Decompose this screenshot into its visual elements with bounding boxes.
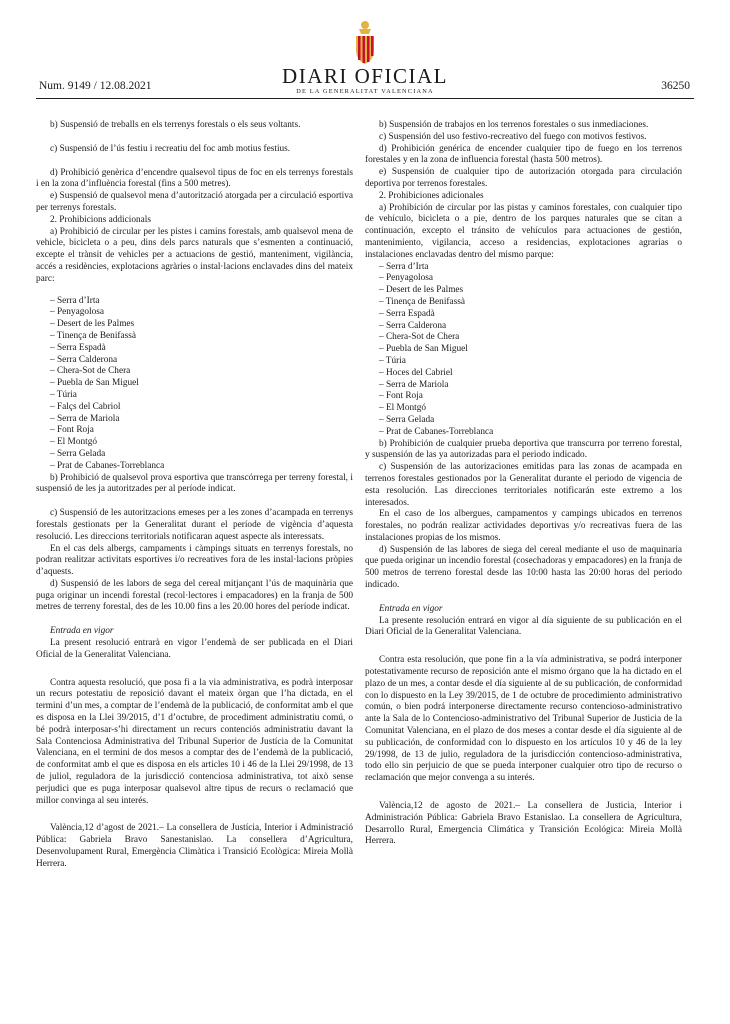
list-item: – Chera-Sot de Chera xyxy=(50,366,131,377)
paragraph: b) Prohibición de cualquier prueba deportiva que transcurra por terreno forestal, y suspensión de las ya autorizadas para el periodo indicado. xyxy=(365,438,682,461)
paragraph: a) Prohibició de circular per les pistes i camins forestals, amb qualsevol mena de vehicle, bicicleta o a peu, dins dels parcs naturals que s’esmenten a continuació, excepte el trànsit de vehicles per a actuacions de gestió, manteniment, vigilància, accés a residències, explotacions agràries o instal·lacions enclavades dins del mateix parc: xyxy=(36,226,353,284)
paragraph: En el cas dels albergs, campaments i càmpings situats en terrenys forestals, no podran realitzar activitats esportives i/o recreatives fora de les instal·lacions pròpies d’aquests. xyxy=(36,543,353,578)
section-heading: 2. Prohibicions addicionals xyxy=(50,214,151,225)
list-item: – Serra Espadà xyxy=(50,342,106,353)
list-item: – Desert de les Palmes xyxy=(50,319,135,330)
list-item: – Serra Gelada xyxy=(379,414,435,425)
paragraph: La present resolució entrarà en vigor l’endemà de ser publicada en el Diari Oficial de la Generalitat Valenciana. xyxy=(36,638,353,660)
list-item: – Desert de les Palmes xyxy=(379,285,464,296)
list-item: – Falçs del Cabriol xyxy=(50,401,121,412)
list-item: – Serra de Mariola xyxy=(50,413,120,424)
list-item: – Serra de Mariola xyxy=(379,379,449,390)
paragraph: c) Suspensió de les autoritzacions emeses per a les zones d’acampada en terrenys forestals gestionats per la Generalitat durant el període de vigència d’aquesta resolució. Les direccions territorials notificaran aquest aspecte als interessats. xyxy=(36,508,353,542)
list-item: – Serra Calderona xyxy=(379,320,447,331)
masthead xyxy=(282,65,448,96)
paragraph: e) Suspensión de cualquier tipo de autorización otorgada para circulación deportiva por terrenos forestales. xyxy=(365,167,682,189)
list-item: – Serra d’Irta xyxy=(50,295,100,306)
list-item: – Túria xyxy=(379,355,406,366)
paragraph: Contra aquesta resolució, que posa fi a la via administrativa, es podrà interposar un recurs potestatiu de reposició davant el mateix òrgan que l’ha dictada, en el termini d’un mes, a comptar de l’endemà de la publicació, de conformitat amb el que es disposa en la Llei 39/2015, d’1 d’octubre, de procediment administratiu comú, o bé podrà interposar-s’hi directament un recurs contenciós administratiu davant la Sala Contenciosa Administrativa del Tribunal Superior de Justícia de la Comunitat Valenciana, en el termini de dos mesos a comptar des de l’endemà de la publicació, de conformitat amb el que es disposa en els articles 10 i 46 de la Llei 29/1998, de 13 de juliol, reguladora de la jurisdicció contenciosa administrativa, tot això sense perjudici que es puga interposar qualsevol altre tipus de recurs o reclamació que millor convinga al seu interés. xyxy=(36,677,353,806)
signature-paragraph: València,12 de agosto de 2021.– La consellera de Justicia, Interior i Administración Pública: Gabriela Bravo Estanislao. La consellera de Agricultura, Desarrollo Rural, Emergencia Climática y Transición Ecológica: Mireia Mollà Herrera. xyxy=(365,801,682,847)
list-item: – El Montgó xyxy=(50,437,98,448)
parks-list xyxy=(36,296,353,473)
valencian-column xyxy=(36,120,353,1010)
list-item: – Chera-Sot de Chera xyxy=(379,332,460,343)
paragraph: En el caso de los albergues, campamentos y campings ubicados en terrenos forestales, no podrán realizar actividades deportivas y/o recreativas fuera de las instalaciones propias de los mismos. xyxy=(365,509,682,543)
parks-list xyxy=(365,262,682,439)
masthead-title: DIARI OFICIAL xyxy=(282,64,448,88)
list-item: – Tinença de Benifassà xyxy=(50,330,136,341)
list-item: – Tinença de Benifassà xyxy=(379,296,465,307)
list-item: – Serra Gelada xyxy=(50,448,106,459)
paragraph: c) Suspensión de las autorizaciones emitidas para las zonas de acampada en terrenos forestales gestionados por la Generalitat durante el periodo de vigencia de esta resolución. Las direcciones territoriales notificarán este extremo a los interesados. xyxy=(365,462,682,508)
paragraph: b) Suspensió de treballs en els terrenys forestals o els seus voltants. xyxy=(50,120,301,130)
list-item: – Túria xyxy=(50,389,77,400)
issue-number: Num. 9149 / 12.08.2021 xyxy=(39,80,152,92)
paragraph: c) Suspensió de l’ús festiu i recreatiu del foc amb motius festius. xyxy=(50,143,291,154)
list-item: – Prat de Cabanes-Torreblanca xyxy=(379,426,494,437)
paragraph: c) Suspensión del uso festivo-recreativo del fuego con motivos festivos. xyxy=(379,131,647,142)
paragraph: d) Prohibición genérica de encender cualquier tipo de fuego en los terrenos forestales y en la zona de influencia forestal (hasta 500 metros). xyxy=(365,143,682,166)
page-number: 36250 xyxy=(661,80,690,92)
paragraph: La presente resolución entrará en vigor al día siguiente de su publicación en el Diari Oficial de la Generalitat Valenciana. xyxy=(365,615,682,638)
section-heading: 2. Prohibiciones adicionales xyxy=(379,190,484,201)
paragraph: d) Prohibició genèrica d’encendre qualsevol tipus de foc en els terrenys forestals i en la zona d’influència forestal (fins a 500 metres). xyxy=(36,167,353,190)
spanish-column xyxy=(365,120,682,1010)
signature-paragraph: València,12 d’agost de 2021.– La consellera de Justícia, Interior i Administració Pública: Gabriela Bravo Sanestanislao. La consellera d’Agricultura, Desenvolupament Rural, Emergència Climàtica i Transició Ecològica: Mireia Mollà Herrera. xyxy=(36,823,353,869)
list-item: – Serra Espadà xyxy=(379,308,435,319)
list-item: – Font Roja xyxy=(379,391,423,402)
section-heading: Entrada en vigor xyxy=(379,603,443,614)
paragraph: a) Prohibición de circular por las pistas y caminos forestales, con cualquier tipo de vehículo, bicicleta o a pie, dentro de los parques naturales que se citan a continuación, excepto el tránsito de vehículos para actuaciones de gestión, mantenimiento, vigilancia, acceso a residencias, explotaciones agrarias o instalaciones enclavadas dentro del mismo parque: xyxy=(365,202,682,260)
paragraph: d) Suspensió de les labors de sega del cereal mitjançant l’ús de maquinària que puga originar un incendi forestal (recol·lectores i empacadores) en la franja de 500 metres de terreny forestal, des de les 10.00 fins a les 20.00 hores del període indicat. xyxy=(36,578,353,613)
paragraph: b) Prohibició de qualsevol prova esportiva que transcórrega per terreny forestal, i suspensió de les ja autoritzades per al període indicat. xyxy=(36,472,353,495)
paragraph: d) Suspensión de las labores de siega del cereal mediante el uso de maquinaria que pueda originar un incendio forestal (cosechadoras y empacadores) en la franja de 500 metros de terreno forestal desde las 10:00 hasta las 20:00 horas del periodo indicado. xyxy=(365,544,682,591)
paragraph: Contra esta resolución, que pone fin a la vía administrativa, se podrá interponer potestativamente recurso de reposición ante el mismo órgano que la ha dictado en el plazo de un mes, a contar desde el día siguiente al de su publicación, de conformidad con lo dispuesto en la Ley 39/2015, de 1 de octubre de procedimiento administrativo común, o bien podrá interponerse directamente recurso contencioso-administrativo ante la Sala de lo Contencioso-administrativo del Tribunal Superior de Justicia de la Comunitat Valenciana, en el plazo de dos meses a contar desde el día siguiente al de su publicación, de conformidad con lo dispuesto en los artículos 10 y 46 de la ley 29/1998, de 13 de julio, reguladora de la jurisdicción contencioso-administrativa, todo ello sin perjuicio de que se pueda interponer cualquier otro tipo de recurso o reclamación que mejor convenga a su interés. xyxy=(365,655,682,784)
list-item: – Serra Calderona xyxy=(50,354,118,365)
paragraph: b) Suspensión de trabajos en los terrenos forestales o sus inmediaciones. xyxy=(379,120,649,130)
list-item: – Hoces del Cabriel xyxy=(379,367,453,378)
generalitat-crest-icon xyxy=(350,20,380,70)
list-item: – Font Roja xyxy=(50,425,94,436)
list-item: – Prat de Cabanes-Torreblanca xyxy=(50,460,165,471)
section-heading: Entrada en vigor xyxy=(50,626,114,637)
list-item: – Penyagolosa xyxy=(379,273,433,284)
list-item: – Puebla de San Miguel xyxy=(50,378,139,389)
list-item: – Penyagolosa xyxy=(50,307,104,318)
list-item: – El Montgó xyxy=(379,403,427,414)
masthead-subtitle: DE LA GENERALITAT VALENCIANA xyxy=(296,88,434,95)
list-item: – Serra d’Irta xyxy=(379,261,429,272)
paragraph: e) Suspensió de qualsevol mena d’autorització atorgada per a circulació esportiva per terrenys forestals. xyxy=(36,191,353,213)
header-divider xyxy=(36,98,694,99)
list-item: – Puebla de San Miguel xyxy=(379,344,468,355)
page-header xyxy=(36,20,694,106)
